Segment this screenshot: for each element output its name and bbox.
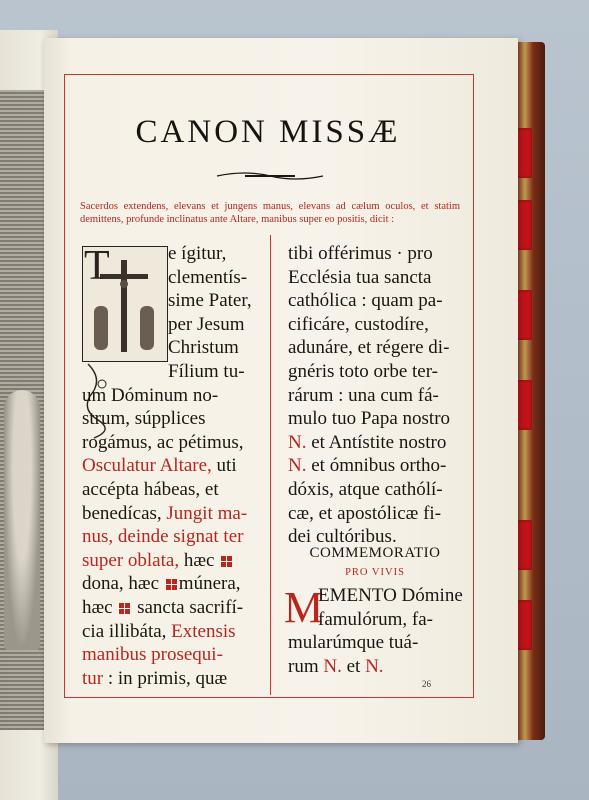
text-line	[82, 596, 268, 620]
text-line	[168, 313, 268, 337]
prayer-text: sancta sacrifí-	[132, 596, 244, 618]
text-line	[288, 313, 463, 337]
text-line	[288, 407, 463, 431]
prayer-text: e ígitur,	[168, 243, 227, 264]
text-line	[318, 584, 463, 608]
rubric-text: Osculatur Altare,	[82, 455, 212, 477]
rubric-text: Extensis	[171, 620, 236, 642]
prayer-text: rárum : una cum fá-	[288, 384, 439, 406]
prayer-text: rogámus, ac pétimus,	[82, 431, 244, 453]
pro-vivis-subheading: PRO VIVIS	[345, 567, 405, 578]
cross-icon	[221, 556, 232, 567]
text-line	[288, 242, 463, 266]
text-line	[82, 572, 268, 596]
prayer-text: Ecclésia tua sancta	[288, 266, 432, 288]
text-line	[168, 360, 268, 384]
prayer-text: Fílium tu-	[168, 360, 245, 382]
text-line	[288, 431, 463, 455]
prayer-text: strum, súpplices	[82, 408, 206, 430]
prayer-text: et ómnibus ortho-	[306, 455, 447, 477]
text-line	[288, 384, 463, 408]
prayer-text: accépta hábeas, et	[82, 478, 219, 500]
prayer-text: benedícas,	[82, 502, 167, 524]
prayer-text: mularúmque tuá-	[288, 632, 419, 654]
rubric-text: tur	[82, 667, 104, 689]
commemoratio-heading: COMMEMORATIO	[309, 545, 441, 561]
prayer-text: EMENTO Dómine	[318, 585, 463, 606]
text-line	[82, 407, 268, 431]
column-divider	[270, 235, 271, 695]
prayer-text: : in primis, quæ	[103, 667, 228, 689]
cross-icon	[166, 579, 177, 590]
left-text-column	[82, 242, 268, 690]
rubric-text: N.	[323, 655, 342, 677]
text-line	[168, 336, 268, 360]
memento-text	[288, 584, 463, 678]
text-line	[288, 502, 463, 526]
prayer-text: múnera,	[178, 573, 241, 595]
prayer-text: hæc	[82, 596, 118, 618]
opening-rubric: Sacerdos extendens, elevans et jungens manus, elevans ad cælum oculos, et statim demittens, profunde inclinatus ante Altare, manibus super eo positis, dicit :	[80, 201, 460, 225]
page-number: 26	[422, 679, 431, 689]
page-title: CANON MISSÆ	[135, 114, 401, 150]
prayer-text: cia illibáta,	[82, 620, 172, 642]
prayer-text: per Jesum	[168, 313, 245, 335]
prayer-text: mulo tuo Papa nostro	[288, 408, 451, 430]
text-line	[168, 289, 268, 313]
prayer-text: famulórum, fa-	[318, 608, 434, 630]
prayer-text: dei cultóribus.	[288, 526, 397, 548]
text-line	[82, 549, 268, 573]
prayer-text: Christum	[168, 337, 239, 359]
rubric-text: Jungit ma-	[166, 502, 248, 524]
rubric-text: super oblata,	[82, 549, 180, 571]
rubric-text: N.	[365, 655, 384, 677]
title-flourish	[215, 170, 325, 182]
text-line	[288, 360, 463, 384]
text-line	[168, 266, 268, 290]
prayer-text: tibi offérimus · pro	[288, 243, 433, 264]
prayer-text: dona, hæc	[82, 573, 164, 595]
text-line	[288, 289, 463, 313]
rubric-text: N.	[288, 431, 307, 453]
prayer-text: sime Pater,	[168, 290, 252, 312]
saint-figure	[4, 390, 40, 650]
rubric-text: nus, deinde signat ter	[82, 526, 244, 548]
text-line	[288, 454, 463, 478]
rubric-text: manibus prosequi-	[82, 644, 223, 666]
text-line	[82, 643, 268, 667]
text-line	[82, 431, 268, 455]
prayer-text: rum	[288, 655, 324, 677]
prayer-text: um Dóminum no-	[82, 384, 219, 406]
prayer-text: et Antístite nostro	[306, 431, 447, 453]
rubric-text: N.	[288, 455, 307, 477]
prayer-text: uti	[211, 455, 237, 477]
prayer-text: dóxis, atque cathólí-	[288, 478, 443, 500]
prayer-text: et	[341, 655, 366, 677]
memento-initial: M	[284, 583, 324, 632]
text-line	[288, 655, 463, 679]
text-line	[288, 478, 463, 502]
text-line	[288, 631, 463, 655]
text-line	[168, 242, 268, 266]
text-line	[318, 608, 463, 632]
prayer-text: gnéris toto orbe ter-	[288, 360, 438, 382]
text-line	[82, 525, 268, 549]
text-line	[82, 478, 268, 502]
text-line	[288, 266, 463, 290]
text-line	[82, 667, 268, 691]
prayer-text: hæc	[179, 549, 220, 571]
text-line	[82, 384, 268, 408]
engraving-illustration	[0, 90, 48, 730]
text-line	[82, 454, 268, 478]
text-line	[82, 502, 268, 526]
prayer-text: cathólica : quam pa-	[288, 290, 443, 312]
prayer-text: clementís-	[168, 266, 248, 288]
prayer-text: cæ, et apostólicæ fi-	[288, 502, 442, 524]
initial-letter-t: T	[84, 243, 110, 289]
cross-icon	[119, 603, 130, 614]
prayer-text: adunáre, et régere di-	[288, 337, 450, 359]
right-text-column	[288, 242, 463, 549]
text-line	[288, 336, 463, 360]
text-line	[82, 620, 268, 644]
prayer-text: cificáre, custodíre,	[288, 313, 429, 335]
